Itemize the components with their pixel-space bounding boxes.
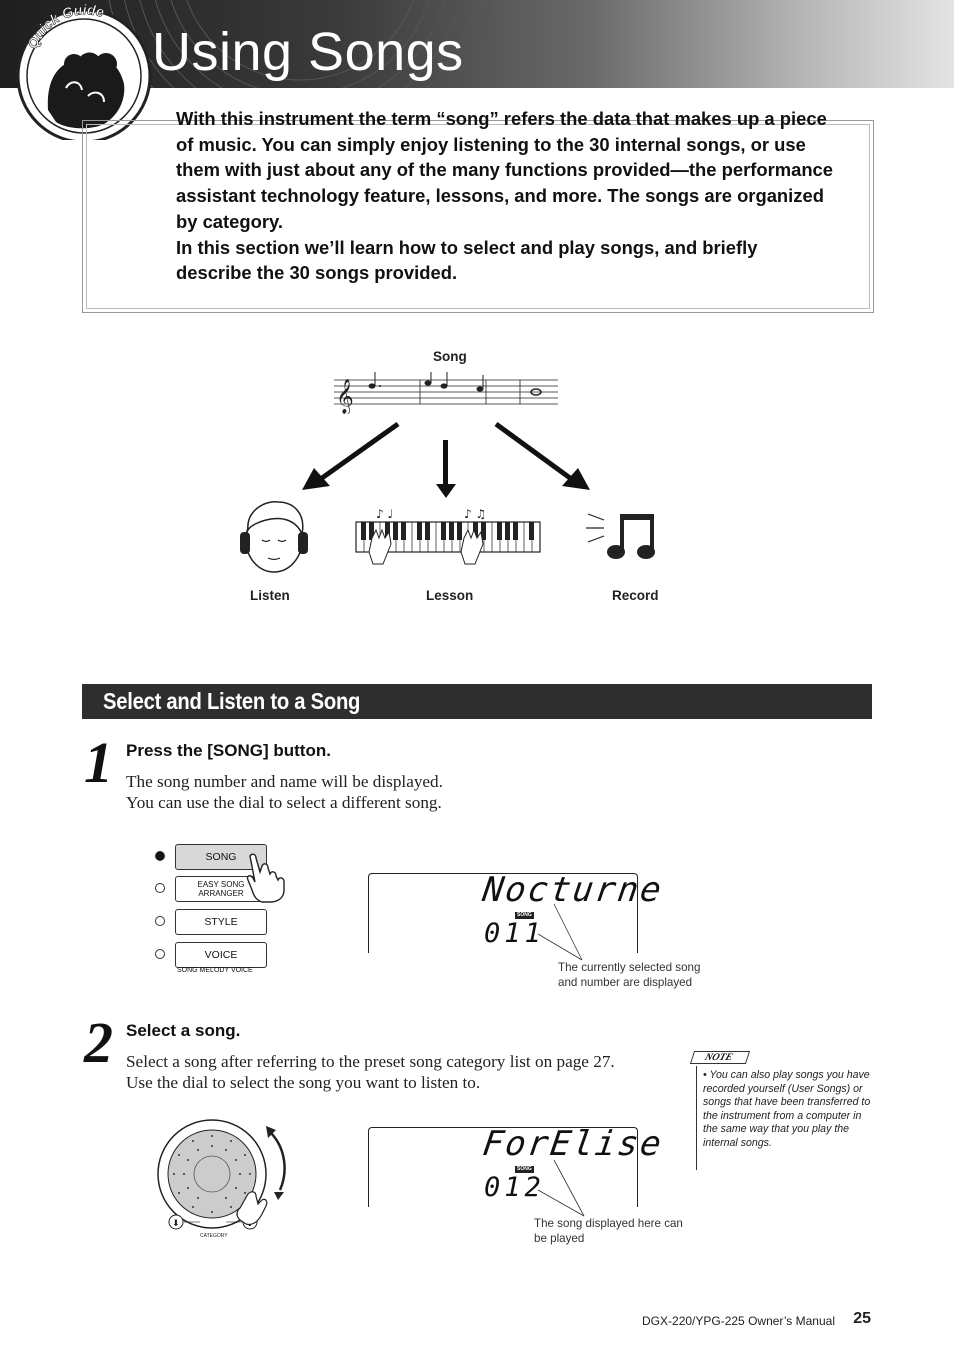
step-2-heading: Select a song. [126,1021,241,1040]
step-1-heading: Press the [SONG] button. [126,741,331,760]
record-notes-icon [584,506,660,564]
step-2-line-2: Use the dial to select the song you want to listen to. [126,1073,481,1092]
pointing-hand-icon [244,852,288,904]
step-2-number: 2 [84,1010,113,1075]
intro-text [176,106,836,286]
song-led [155,851,165,861]
footer-manual-name: DGX-220/YPG-225 Owner’s Manual [642,1314,835,1328]
easy-song-arranger-led [155,883,165,893]
voice-button[interactable]: VOICE [175,942,267,968]
dial-category-label: CATEGORY [200,1233,228,1239]
song-button[interactable]: SONG [175,844,267,870]
style-button[interactable]: STYLE [175,909,267,935]
music-staff-icon [330,372,562,414]
lcd-1-song-tag: SONG [517,912,532,918]
lcd-1-callout-lines [530,900,590,962]
note-tag: NOTE [690,1051,750,1064]
note-body: You can also play songs you have recorded yourself (User Songs) or songs that have been transferred to the instrument from a computer in the same way that you play the internal songs. [703,1069,871,1149]
lcd-1-song-name: Nocturne [480,870,666,910]
badge-label: Quick Guide [23,1,107,52]
step-1-number: 1 [84,730,113,795]
step-1-body [126,771,443,813]
button-mode-labels: SONG MELODY VOICE [177,967,253,974]
intro-paragraph-2: In this section we’ll learn how to select and play songs, and briefly describe the 30 songs provided. [176,236,758,284]
listen-head-icon [236,494,316,580]
diagram-song-label: Song [433,349,467,364]
intro-paragraph-1: With this instrument the term “song” refers the data that makes up a piece of music. You can simply enjoy listening to the 30 internal songs, or use them with just about any of the many functions provided—the performance assistant technology feature, lessons, and more. The songs are organized by category. [176,108,834,232]
svg-text:♪ ♩: ♪ ♩ [376,507,394,521]
lcd-2-song-number: 012 [484,1172,545,1203]
page-title: Using Songs [152,22,464,82]
lesson-keyboard-icon [354,502,544,568]
note-rule [696,1066,697,1170]
lcd-2-callout-lines [530,1156,592,1218]
easy-song-arranger-button[interactable]: EASY SONG ARRANGER [175,876,267,902]
svg-text:♪ ♫: ♪ ♫ [464,507,487,521]
lcd-1-song-number: 011 [484,918,545,949]
lcd-2-song-tag: SONG [517,1166,532,1172]
diagram-arrows [290,410,610,510]
step-2-line-1: Select a song after referring to the preset song category list on page 27. [126,1052,615,1071]
svg-text:𝄞: 𝄞 [336,379,354,414]
voice-led [155,949,165,959]
diagram-record-label: Record [612,588,659,603]
step-1-line-1: The song number and name will be displayed. [126,772,443,791]
diagram-lesson-label: Lesson [426,588,474,603]
step-1-line-2: You can use the dial to select a different song. [126,793,442,812]
svg-text:⬇: ⬇ [172,1219,180,1229]
style-led [155,916,165,926]
diagram-listen-label: Listen [250,588,290,603]
quick-guide-badge-icon [8,0,160,140]
note-text: • You can also play songs you have recorded yourself (User Songs) or songs that have been transferred to the instrument from a computer in the same way that you play the internal songs. [703,1069,871,1149]
page-number: 25 [853,1310,871,1327]
step-2-body [126,1051,615,1093]
lcd-2-song-name: ForElise [480,1124,666,1164]
lcd-2-caption: The song displayed here can be played [534,1217,683,1245]
section-title: Select and Listen to a Song [103,688,361,714]
lcd-1-caption: The currently selected song and number are displayed [558,961,701,989]
data-dial-icon[interactable] [156,1118,296,1240]
